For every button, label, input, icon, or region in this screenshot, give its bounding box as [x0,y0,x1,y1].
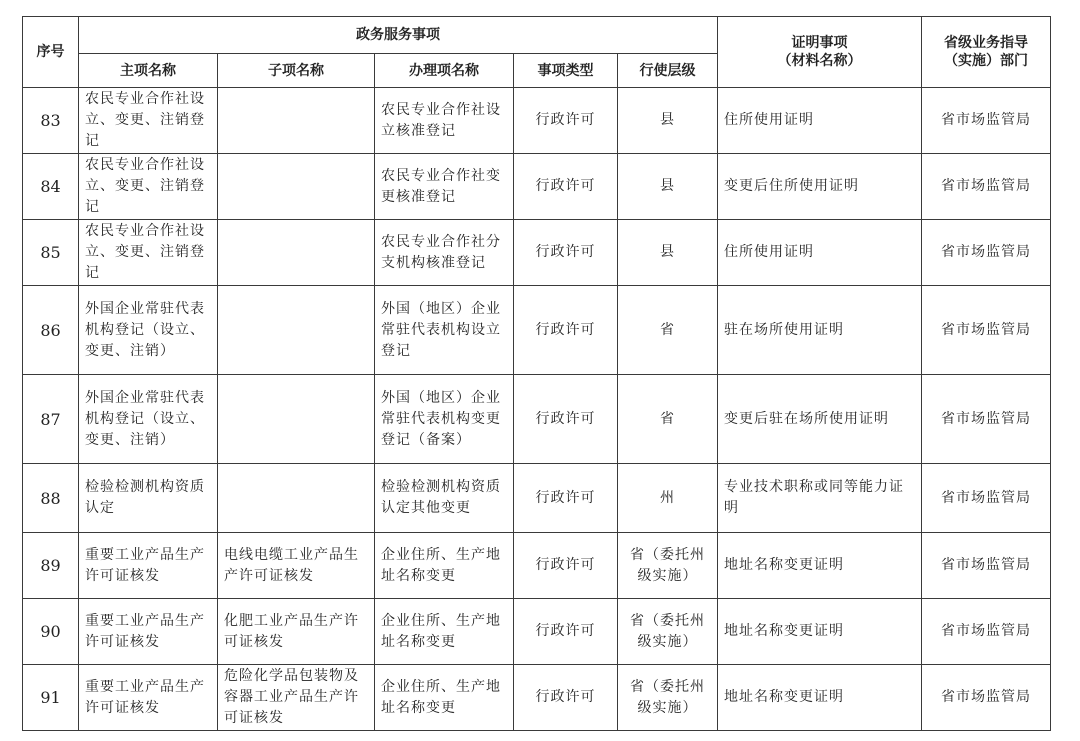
row-handle-item: 企业住所、生产地址名称变更 [375,599,514,665]
header-dept-sub: （实施）部门 [944,53,1029,69]
header-item-type: 事项类型 [514,54,618,88]
header-handle-item: 办理项名称 [375,54,514,88]
table-row [23,220,1051,286]
row-item-type: 行政许可 [514,375,618,464]
row-sub-item [218,88,375,154]
row-handle-item: 外国（地区）企业常驻代表机构设立登记 [375,286,514,375]
table-row [23,375,1051,464]
row-item-type: 行政许可 [514,665,618,731]
row-item-type: 行政许可 [514,599,618,665]
row-level: 州 [618,464,718,533]
header-dept-label: 省级业务指导 [944,35,1029,51]
header-proof [718,17,922,88]
table-row [23,599,1051,665]
row-handle-item: 检验检测机构资质认定其他变更 [375,464,514,533]
table-row [23,154,1051,220]
row-level: 省（委托州级实施） [618,599,718,665]
row-level: 县 [618,220,718,286]
header-proof-label: 证明事项 [791,35,848,51]
row-proof: 专业技术职称或同等能力证明 [718,464,922,533]
row-sub-item: 危险化学品包装物及容器工业产品生产许可证核发 [218,665,375,731]
row-proof: 变更后驻在场所使用证明 [718,375,922,464]
row-level: 县 [618,88,718,154]
row-dept: 省市场监管局 [922,375,1051,464]
row-main-item: 外国企业常驻代表机构登记（设立、变更、注销） [79,375,218,464]
row-level: 县 [618,154,718,220]
table-row [23,286,1051,375]
row-handle-item: 企业住所、生产地址名称变更 [375,533,514,599]
row-main-item: 农民专业合作社设立、变更、注销登记 [79,88,218,154]
table-row [23,533,1051,599]
proof-items-table [22,16,1051,731]
row-seq: 87 [23,375,79,464]
header-sub-item: 子项名称 [218,54,375,88]
row-sub-item [218,375,375,464]
row-seq: 90 [23,599,79,665]
row-main-item: 检验检测机构资质认定 [79,464,218,533]
row-proof: 地址名称变更证明 [718,533,922,599]
row-seq: 89 [23,533,79,599]
row-sub-item: 电线电缆工业产品生产许可证核发 [218,533,375,599]
row-item-type: 行政许可 [514,220,618,286]
row-level: 省（委托州级实施） [618,665,718,731]
row-main-item: 重要工业产品生产许可证核发 [79,665,218,731]
row-proof: 地址名称变更证明 [718,665,922,731]
row-seq: 88 [23,464,79,533]
row-item-type: 行政许可 [514,286,618,375]
row-dept: 省市场监管局 [922,464,1051,533]
row-proof: 驻在场所使用证明 [718,286,922,375]
row-proof: 地址名称变更证明 [718,599,922,665]
row-seq: 85 [23,220,79,286]
row-main-item: 农民专业合作社设立、变更、注销登记 [79,220,218,286]
row-dept: 省市场监管局 [922,599,1051,665]
row-seq: 91 [23,665,79,731]
row-dept: 省市场监管局 [922,665,1051,731]
row-main-item: 重要工业产品生产许可证核发 [79,533,218,599]
row-dept: 省市场监管局 [922,533,1051,599]
row-item-type: 行政许可 [514,533,618,599]
header-level: 行使层级 [618,54,718,88]
row-proof: 变更后住所使用证明 [718,154,922,220]
header-service-group: 政务服务事项 [79,17,718,54]
row-sub-item [218,154,375,220]
row-item-type: 行政许可 [514,154,618,220]
header-main-item: 主项名称 [79,54,218,88]
row-level: 省 [618,375,718,464]
row-seq: 83 [23,88,79,154]
row-proof: 住所使用证明 [718,88,922,154]
row-level: 省（委托州级实施） [618,533,718,599]
row-main-item: 外国企业常驻代表机构登记（设立、变更、注销） [79,286,218,375]
row-seq: 84 [23,154,79,220]
row-handle-item: 农民专业合作社变更核准登记 [375,154,514,220]
row-main-item: 农民专业合作社设立、变更、注销登记 [79,154,218,220]
row-proof: 住所使用证明 [718,220,922,286]
row-item-type: 行政许可 [514,464,618,533]
row-sub-item [218,286,375,375]
row-seq: 86 [23,286,79,375]
header-proof-sub: （材料名称） [777,53,862,69]
row-sub-item [218,220,375,286]
row-main-item: 重要工业产品生产许可证核发 [79,599,218,665]
row-handle-item: 农民专业合作社设立核准登记 [375,88,514,154]
row-handle-item: 外国（地区）企业常驻代表机构变更登记（备案） [375,375,514,464]
table-row [23,464,1051,533]
row-handle-item: 企业住所、生产地址名称变更 [375,665,514,731]
table-row [23,665,1051,731]
row-level: 省 [618,286,718,375]
header-dept [922,17,1051,88]
row-handle-item: 农民专业合作社分支机构核准登记 [375,220,514,286]
row-dept: 省市场监管局 [922,88,1051,154]
row-item-type: 行政许可 [514,88,618,154]
header-seq: 序号 [23,17,79,88]
row-sub-item: 化肥工业产品生产许可证核发 [218,599,375,665]
header-row-1 [23,17,1051,54]
table-row [23,88,1051,154]
row-sub-item [218,464,375,533]
row-dept: 省市场监管局 [922,220,1051,286]
row-dept: 省市场监管局 [922,286,1051,375]
row-dept: 省市场监管局 [922,154,1051,220]
